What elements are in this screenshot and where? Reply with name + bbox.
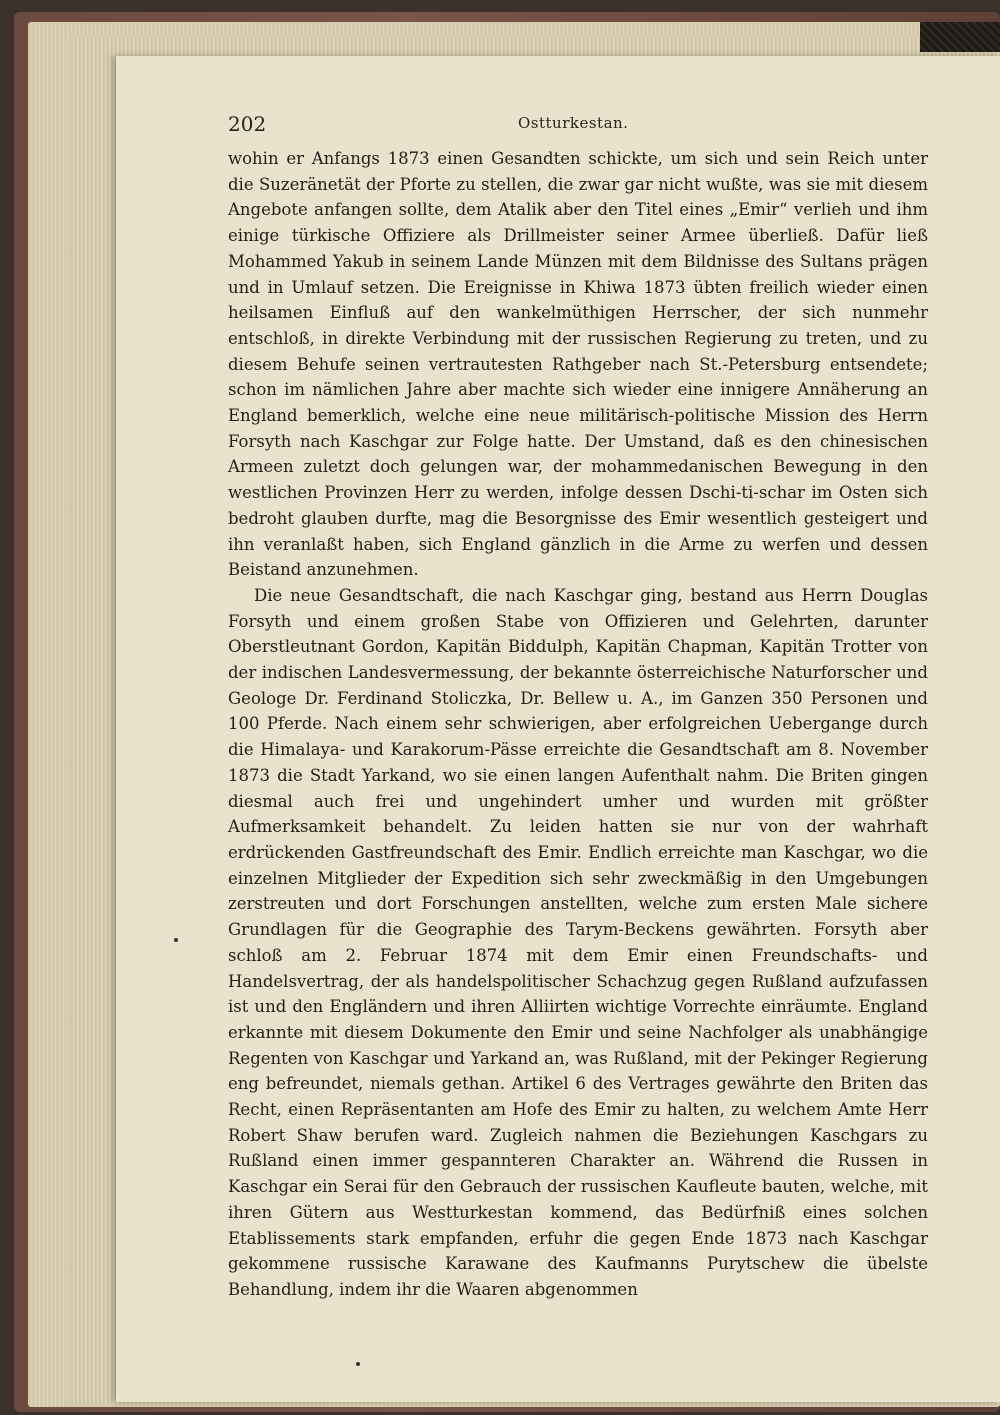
paragraph-2: Die neue Gesandtschaft, die nach Kaschgar ging, bestand aus Herrn Douglas Forsyth und einem großen Stabe von Offizieren und Gelehrten, darunter Oberstleutnant Gordon, Kapitän Biddulph, Kapitän Chapman, Kapitän Trotter von der indischen Landesvermessung, der bekannte österreichische Naturforscher und Geologe Dr. Ferdinand Stoliczka, Dr. Bellew u. A., im Ganzen 350 Personen und 100 Pferde. Nach einem sehr schwierigen, aber erfolgreichen Uebergange durch die Himalaya- und Karakorum-Pässe erreichte die Gesandtschaft am 8. November 1873 die Stadt Yarkand, wo sie einen langen Aufenthalt nahm. Die Briten gingen diesmal auch frei und ungehindert umher und wurden mit größter Aufmerksamkeit behandelt. Zu leiden hatten sie nur von der wahrhaft erdrückenden Gastfreundschaft des Emir. Endlich erreichte man Kaschgar, wo die einzelnen Mitglieder der Expedition sich sehr zweckmäßig in den Umgebungen zerstreuten und dort Forschungen anstellten, welche zum ersten Male sichere Grundlagen für die Geographie des Tarym-Beckens gewährten. Forsyth aber schloß am 2. Februar 1874 mit dem Emir einen Freundschafts- und Handelsvertrag, der als handelspolitischer Schachzug gegen Rußland aufzufassen ist und den Engländern und ihren Alliirten wichtige Vorrechte einräumte. England erkannte mit diesem Dokumente den Emir und seine Nachfolger als unabhängige Regenten von Kaschgar und Yarkand an, was Rußland, mit der Pekinger Regierung eng befreundet, niemals gethan. Artikel 6 des Vertrages gewährte den Briten das Recht, einen Repräsentanten am Hofe des Emir zu halten, zu welchem Amte Herr Robert Shaw berufen ward. Zugleich nahmen die Beziehungen Kaschgars zu Rußland einen immer gespannteren Charakter an. Während die Russen in Kaschgar ein Serai für den Gebrauch der russischen Kaufleute bauten, welche, mit ihren Gütern aus Westturkestan kommend, das Bedürfniß eines solchen Etablissements stark empfanden, erfuhr die gegen Ende 1873 nach Kaschgar gekommene russische Karawane des Kaufmanns Purytschew die übelste Behandlung, indem ihr die Waaren abgenommen — [228, 585, 928, 1299]
margin-mark-dot — [174, 938, 178, 942]
book-binding — [920, 22, 1000, 52]
book-page — [116, 56, 1000, 1402]
page-header — [228, 112, 848, 142]
running-head: Ostturkestan. — [518, 114, 629, 132]
body-text — [228, 146, 928, 1303]
bottom-mark-dot — [356, 1362, 360, 1366]
paragraph-1: wohin er Anfangs 1873 einen Gesandten schickte, um sich und sein Reich unter die Suzeränetät der Pforte zu stellen, die zwar gar nicht wußte, was sie mit diesem Angebote anfangen sollte, dem Atalik aber den Titel eines „Emir“ verlieh und ihm einige türkische Offiziere als Drillmeister seiner Armee überließ. Dafür ließ Mohammed Yakub in seinem Lande Münzen mit dem Bildnisse des Sultans prägen und in Umlauf setzen. Die Ereignisse in Khiwa 1873 übten freilich wieder einen heilsamen Einfluß auf den wankelmüthigen Herrscher, der sich nunmehr entschloß, in direkte Verbindung mit der russischen Regierung zu treten, und zu diesem Behufe seinen vertrautesten Rathgeber nach St.-Petersburg entsendete; schon im nämlichen Jahre aber machte sich wieder eine innigere Annäherung an England bemerklich, welche eine neue militärisch-politische Mission des Herrn Forsyth nach Kaschgar zur Folge hatte. Der Umstand, daß es den chinesischen Armeen zuletzt doch gelungen war, der mohammedanischen Bewegung in den westlichen Provinzen Herr zu werden, infolge dessen Dschi-ti-schar im Osten sich bedroht glauben durfte, mag die Besorgnisse des Emir wesentlich gesteigert und ihn veranlaßt haben, sich England gänzlich in die Arme zu werfen und dessen Beistand anzunehmen. — [228, 149, 928, 580]
page-number: 202 — [228, 112, 267, 136]
